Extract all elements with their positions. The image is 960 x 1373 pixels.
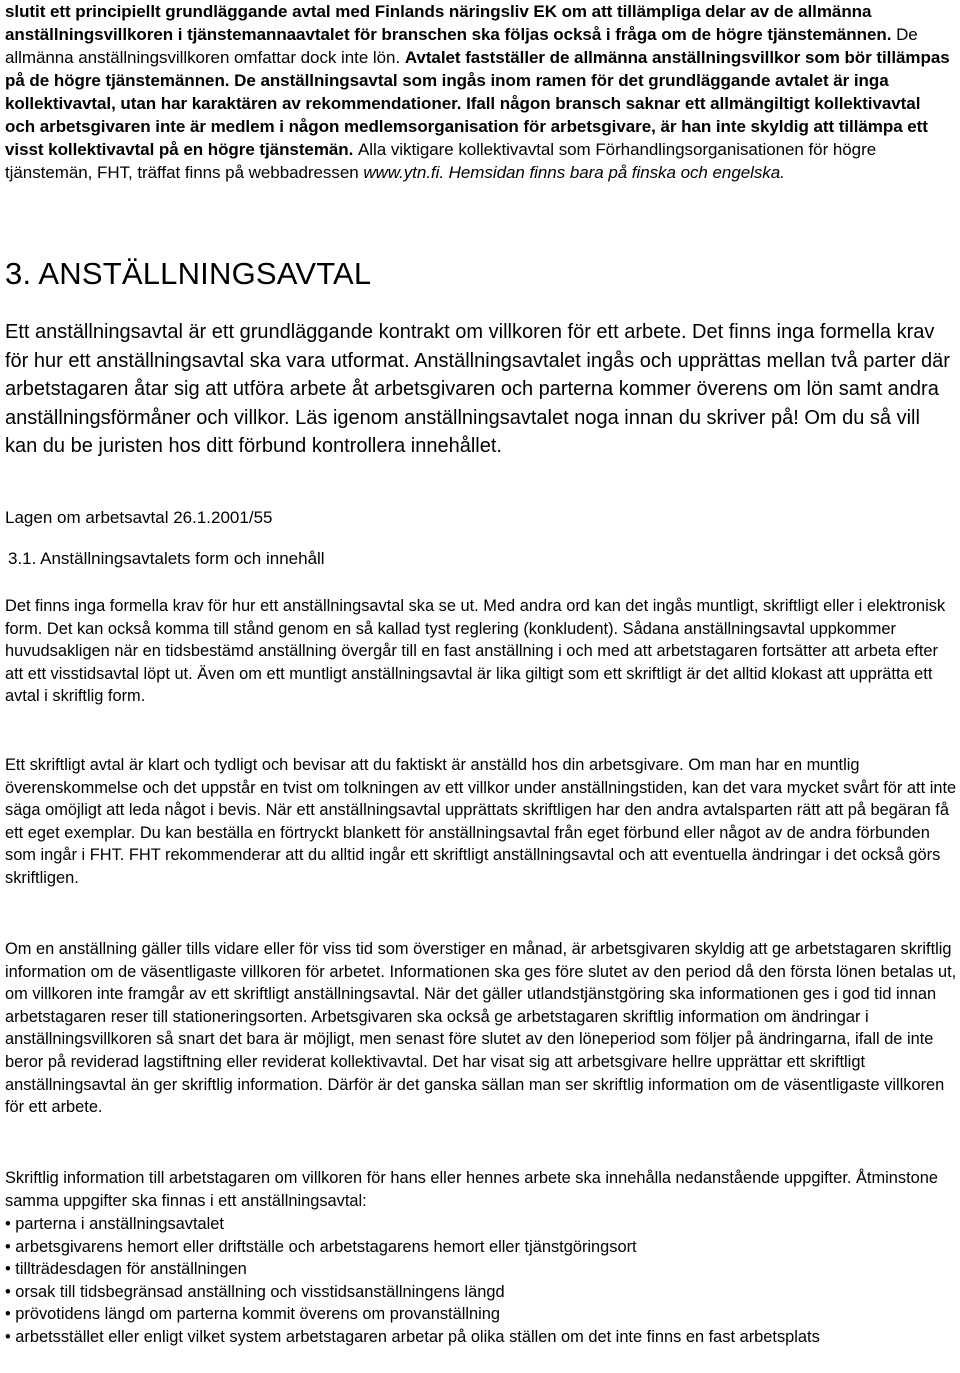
paragraph-employer-information: Om en anställning gäller tills vidare eller för viss tid som överstiger en månad, är arbetsgivaren skyldig att ge arbetstagaren skriftlig information om de väsentligaste villkoren för arbetet. Informationen ska ges före slutet av den period då den första lönen betalas ut, om villkoren inte framgår av ett skriftligt anställningsavtal. När det gäller utlandstjänstgöring ska informationen ges i god tid innan arbetstagaren reser till stationeringsorten. Arbetsgivaren ska också ge arbetstagaren skriftlig information om ändringar i anställningsvillkoren så snart det bara är möjligt, men senast före slutet av den löneperiod som följer på ändringarna, ifall de inte beror på reviderad lagstiftning eller reviderat kollektivavtal. Det har visat sig att arbetsgivare hellre upprättar ett skriftligt anställningsavtal än ger skriftlig information. Därför är det ganska sällan man ser skriftlig information om de väsentligaste villkoren för ett arbete. xyxy=(5,940,957,1117)
list-item: • prövotidens längd om parterna kommit överens om provanställning xyxy=(5,1305,500,1324)
section-heading: 3. ANSTÄLLNINGSAVTAL xyxy=(5,256,372,291)
required-details-list xyxy=(5,1213,955,1349)
subsection-heading: 3.1. Anställningsavtalets form och innehåll xyxy=(8,549,325,568)
intro-text-4: Alla viktigare kollektivavtal som Förhandlingsorganisationen för högre tjänstemän, FHT, träffat finns på webbadressen xyxy=(5,140,877,182)
law-reference: Lagen om arbetsavtal 26.1.2001/55 xyxy=(5,508,273,527)
intro-link-text: www.ytn.fi. Hemsidan finns bara på finska och engelska. xyxy=(363,163,785,182)
list-item: • tillträdesdagen för anställningen xyxy=(5,1260,247,1279)
intro-paragraph xyxy=(5,0,954,184)
list-item: • arbetsstället eller enligt vilket system arbetstagaren arbetar på olika ställen om det inte finns en fast arbetsplats xyxy=(5,1327,820,1346)
paragraph-form: Det finns inga formella krav för hur ett anställningsavtal ska se ut. Med andra ord kan det ingås muntligt, skriftligt eller i elektronisk form. Det kan också komma till stånd genom en så kallad tyst reglering (konkludent). Sådana anställningsavtal uppkommer huvudsakligen när en tidsbestämd anställning övergår till en fast anställning i och med att arbetstagaren fortsätter att arbeta efter att ett visstidsavtal löpt ut. Även om ett muntligt anställningsavtal är lika giltigt som ett skriftligt är det alltid klokast att upprätta ett avtal i skriftlig form. xyxy=(5,597,946,706)
list-item: • parterna i anställningsavtalet xyxy=(5,1215,224,1233)
section-lead-paragraph: Ett anställningsavtal är ett grundläggande kontrakt om villkoren för ett arbete. Det finns inga formella krav för hur ett anställningsavtal ska vara utformat. Anställningsavtalet ingås och upprättas mellan två parter där arbetstagaren åtar sig att utföra arbete åt arbetsgivaren och parterna kommer överens om lön samt andra anställningsförmåner och villkor. Läs igenom anställningsavtalet noga innan du skriver på! Om du så vill kan du be juristen hos ditt förbund kontrollera innehållet. xyxy=(5,321,950,457)
intro-text-2: De allmänna anställningsvillkoren omfattar dock inte lön. xyxy=(5,25,918,67)
intro-text-1: slutit ett principiellt grundläggande avtal med Finlands näringsliv EK om att tillämpliga delar av de allmänna anställningsvillkoren i tjänstemannaavtalet för branschen ska följas också i fråga om de högre tjänstemännen. xyxy=(5,2,897,44)
paragraph-written-agreement: Ett skriftligt avtal är klart och tydligt och bevisar att du faktiskt är anställd hos din arbetsgivare. Om man har en muntlig överenskommelse och det uppstår en tvist om tolkningen av ett villkor under anställningstiden, kan det vara mycket svårt för att inte säga omöjligt att leda något i bevis. När ett anställningsavtal upprättats skriftligen har den andra avtalsparten rätt att på begäran få ett eget exemplar. Du kan beställa en förtryckt blankett för anställningsavtal från eget förbund eller något av de andra förbunden som ingår i FHT. FHT rekommenderar att du alltid ingår ett skriftligt anställningsavtal och att eventuella ändringar i det också görs skriftligen. xyxy=(5,756,957,887)
intro-text-3: Avtalet fastställer de allmänna anställningsvillkor som bör tillämpas på de högre tjänstemännen. De anställningsavtal som ingås inom ramen för det grundläggande avtalet är inga kollektivavtal, utan har karaktären av rekommendationer. Ifall någon bransch saknar ett allmängiltigt kollektivavtal och arbetsgivaren inte är medlem i någon medlemsorganisation för arbetsgivare, är han inte skyldig att tillämpa ett visst kollektivavtal på en högre tjänstemän. xyxy=(5,48,950,159)
list-item: • orsak till tidsbegränsad anställning och visstidsanställningens längd xyxy=(5,1282,505,1301)
paragraph-required-details: Skriftlig information till arbetstagaren om villkoren för hans eller hennes arbete ska innehålla nedanstående uppgifter. Åtminstone samma uppgifter ska finnas i ett anställningsavtal: xyxy=(5,1169,938,1210)
list-item: • arbetsgivarens hemort eller driftställe och arbetstagarens hemort eller tjänstgöringsort xyxy=(5,1237,637,1256)
